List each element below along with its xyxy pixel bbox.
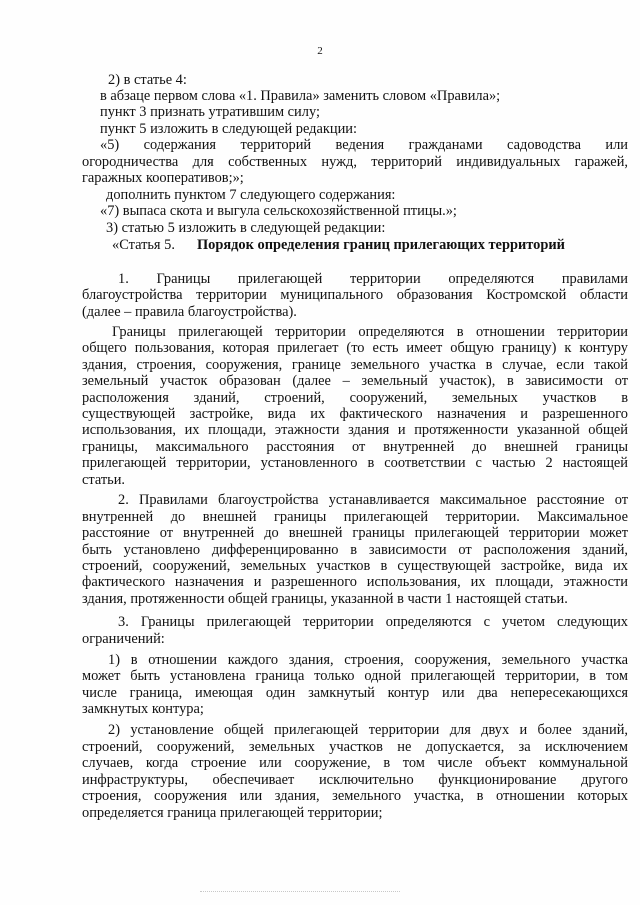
text-line: границы, максимального расстояния от внутренней до внешней границы bbox=[82, 439, 628, 455]
text-line: Границы прилегающей территории определяются в отношении территории bbox=[112, 324, 628, 340]
text-line: случаев, когда строение или сооружение, в том числе объект коммунальной bbox=[82, 755, 628, 771]
text-line: 2) установление общей прилегающей территории для двух и более зданий, bbox=[108, 722, 628, 738]
text-line: 3) статью 5 изложить в следующей редакции: bbox=[106, 220, 386, 236]
text-line: гаражных кооперативов;»; bbox=[82, 170, 244, 186]
scan-artifact-line bbox=[200, 891, 400, 893]
text-line: «5) содержания территорий ведения гражданами садоводства или bbox=[100, 137, 628, 153]
text-line: ограничений: bbox=[82, 631, 165, 647]
text-line: здания, протяженности общей границы, указанной в части 1 настоящей статьи. bbox=[82, 591, 568, 607]
text-line: статьи. bbox=[82, 472, 126, 488]
text-line: 1) в отношении каждого здания, строения, сооружения, земельного участка bbox=[108, 652, 628, 668]
text-line: 1. Границы прилегающей территории определяются правилами bbox=[118, 271, 628, 287]
text-line: может быть установлена граница только одной прилегающей территории, в том bbox=[82, 668, 628, 684]
text-line: (далее – правила благоустройства). bbox=[82, 304, 297, 320]
text-line: благоустройства территории муниципального образования Костромской области bbox=[82, 287, 628, 303]
article-number: «Статья 5. bbox=[112, 237, 175, 253]
text-line: «7) выпаса скота и выгула сельскохозяйственной птицы.»; bbox=[100, 203, 457, 219]
text-line: строений, сооружений, земельных участков в существующей застройке, вида их bbox=[82, 558, 628, 574]
text-line: в абзаце первом слова «1. Правила» заменить словом «Правила»; bbox=[100, 88, 501, 104]
text-line: расположения зданий, строений, сооружений, земельных участков в bbox=[82, 390, 628, 406]
text-line: пункт 3 признать утратившим силу; bbox=[100, 104, 320, 120]
text-line: замкнутых контура; bbox=[82, 701, 204, 717]
article-title: Порядок определения границ прилегающих территорий bbox=[196, 237, 565, 253]
text-line: использования, их площади, этажности здания и протяженности указанной общей bbox=[82, 422, 628, 438]
text-line: 2) в статье 4: bbox=[108, 72, 187, 88]
text-line: существующей застройке, вида их фактического назначения и разрешенного bbox=[82, 406, 628, 422]
text-line: определяется граница прилегающей территории; bbox=[82, 805, 383, 821]
text-line: прилегающей территории, установленного в соответствии с частью 2 настоящей bbox=[82, 455, 628, 471]
text-line: расстояние от внутренней до внешней границы прилегающей территории может bbox=[82, 525, 628, 541]
text-line: строения, сооружения или здания, земельного участка, в отношении которых bbox=[82, 788, 628, 804]
text-line: строений, сооружений, земельных участков не допускается, за исключением bbox=[82, 739, 628, 755]
text-line: инфраструктуры, обеспечивает исключительно функционирование другого bbox=[82, 772, 628, 788]
text-line: фактического назначения и разрешенного использования, их площади, этажности bbox=[82, 574, 628, 590]
text-line: числе граница, имеющая один замкнутый контур или два непересекающихся bbox=[82, 685, 628, 701]
text-line: дополнить пунктом 7 следующего содержания: bbox=[106, 187, 396, 203]
text-line: огородничества для собственных нужд, территорий индивидуальных гаражей, bbox=[82, 154, 628, 170]
text-line: здания, строения, сооружения, границе земельного участка в случае, если такой bbox=[82, 357, 628, 373]
text-line: общего пользования, которая прилегает (то есть имеет общую границу) к контуру bbox=[82, 340, 628, 356]
page-number: 2 bbox=[317, 45, 323, 57]
article-heading bbox=[112, 237, 612, 254]
text-line: внутренней до внешней границы прилегающей территории. Максимальное bbox=[82, 509, 628, 525]
text-line: быть установлено дифференцированно в зависимости от расположения зданий, bbox=[82, 542, 628, 558]
text-line: 3. Границы прилегающей территории определяются с учетом следующих bbox=[118, 614, 628, 630]
text-line: 2. Правилами благоустройства устанавливается максимальное расстояние от bbox=[118, 492, 628, 508]
text-line: земельный участок образован (далее – земельный участок), в зависимости от bbox=[82, 373, 628, 389]
text-line: пункт 5 изложить в следующей редакции: bbox=[100, 121, 357, 137]
